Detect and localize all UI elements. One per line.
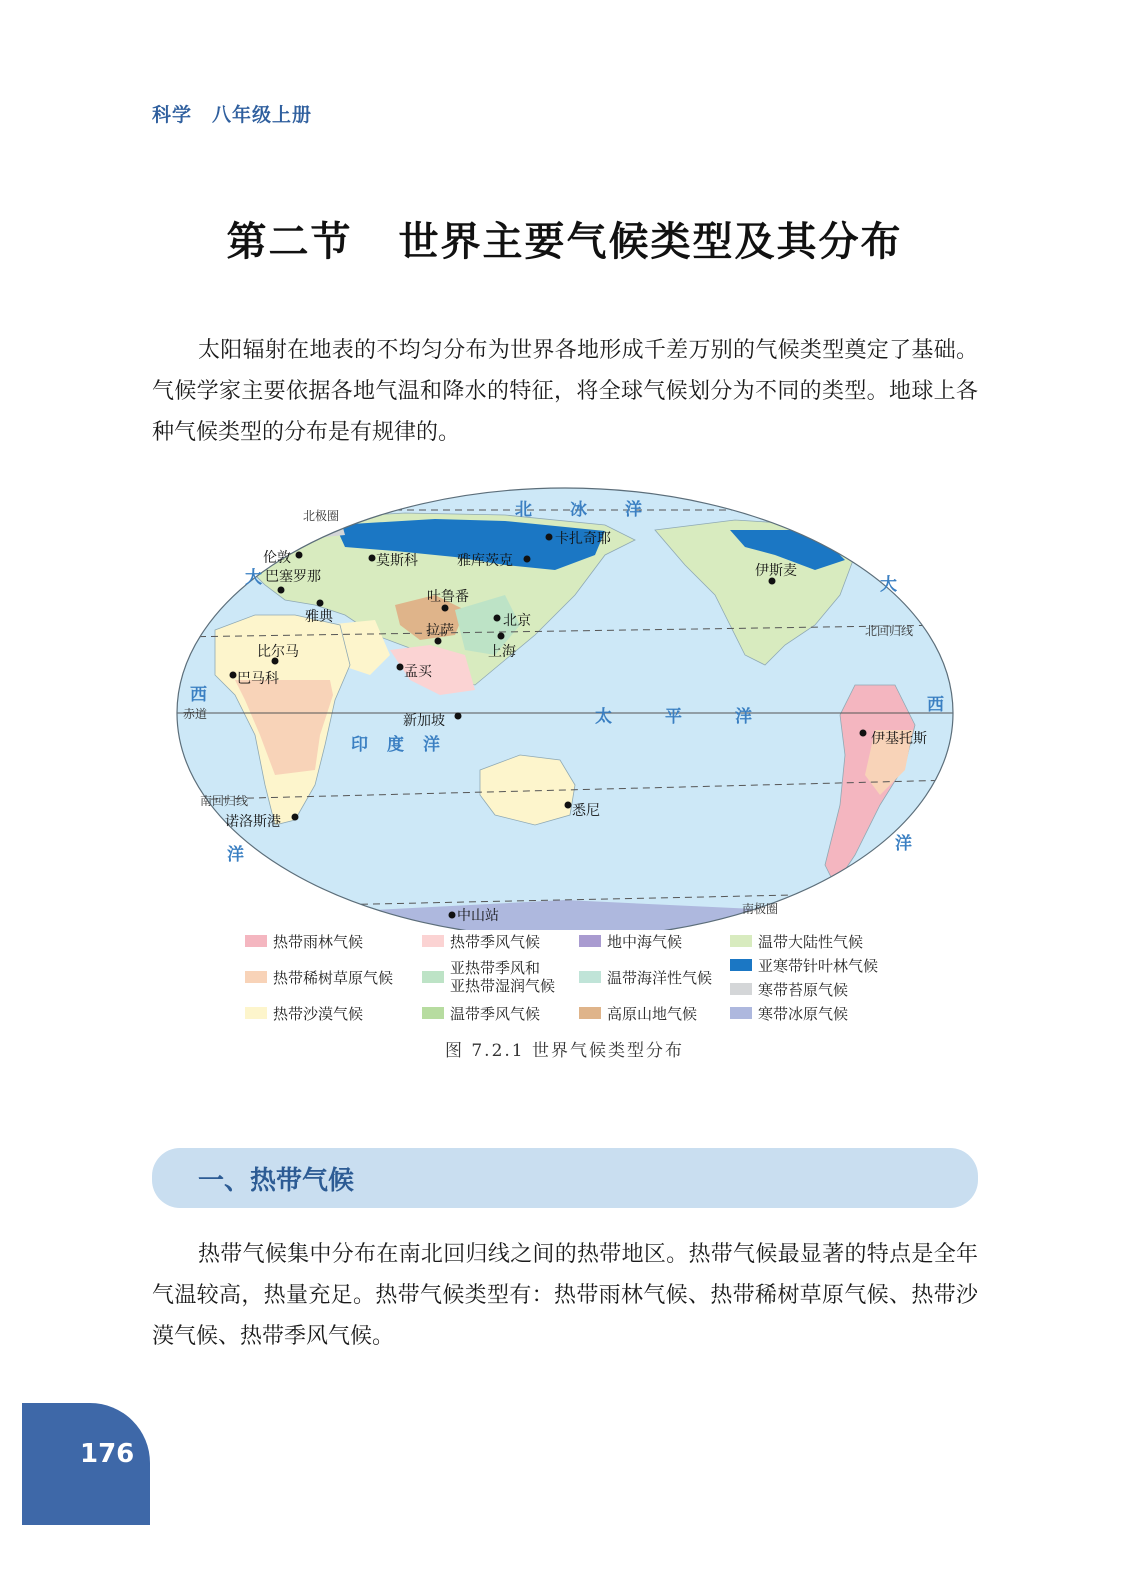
arctic-circle-label: 北极圈	[303, 509, 340, 523]
city-marker-kazachye	[546, 534, 553, 541]
city-marker-bamako	[230, 672, 237, 679]
ocean-label-atlantic-right-1: 大	[880, 575, 897, 595]
legend-label: 寒带冰原气候	[758, 1004, 849, 1023]
legend-swatch	[245, 1007, 267, 1019]
tropic-cancer-label: 北回归线	[865, 624, 914, 638]
legend-item	[730, 1002, 848, 1024]
city-marker-barcelona	[278, 587, 285, 594]
legend-label	[450, 959, 555, 995]
city-label-london: 伦敦	[263, 550, 291, 566]
city-marker-iquitos	[860, 730, 867, 737]
ocean-label-atlantic-right-3: 洋	[895, 834, 912, 854]
city-marker-athens	[317, 600, 324, 607]
ocean-label-arctic-2: 冰	[570, 500, 587, 520]
legend-item	[245, 966, 393, 988]
ocean-label-indian-2: 度	[387, 735, 404, 755]
city-label-port-nolloth: 诺洛斯港	[225, 814, 281, 830]
legend-item	[422, 956, 555, 998]
city-label-shanghai: 上海	[488, 644, 516, 660]
city-label-lhasa: 拉萨	[426, 623, 454, 639]
ocean-label-pacific-1: 太	[595, 707, 612, 727]
legend-label: 热带季风气候	[450, 932, 541, 951]
legend-label-line2: 亚热带湿润气候	[450, 977, 556, 995]
subsection-title: 一、热带气候	[198, 1166, 355, 1196]
legend-swatch	[730, 935, 752, 947]
section-header-bar	[152, 1148, 978, 1208]
legend-item	[245, 930, 363, 952]
city-label-bamako: 巴马科	[237, 671, 279, 687]
ocean-label-indian-1: 印	[351, 735, 368, 755]
legend-item	[730, 978, 848, 1000]
city-label-mumbai: 孟买	[404, 664, 432, 680]
city-label-ismay: 伊斯麦	[755, 563, 797, 579]
city-label-yakutsk: 雅库茨克	[457, 553, 513, 569]
antarctic-circle-label: 南极圈	[742, 902, 779, 916]
legend-swatch	[245, 971, 267, 983]
city-label-barcelona: 巴塞罗那	[265, 569, 321, 585]
legend-label: 温带大陆性气候	[758, 932, 864, 951]
grade-label: 八年级上册	[212, 104, 313, 126]
legend-swatch	[422, 1007, 444, 1019]
city-label-kazachye: 卡扎奇耶	[555, 531, 611, 547]
legend-label: 热带沙漠气候	[273, 1004, 364, 1023]
section-heading: 世界主要气候类型及其分布	[398, 219, 903, 265]
legend-swatch	[422, 971, 444, 983]
city-marker-singapore	[455, 713, 462, 720]
ocean-label-pacific-2: 平	[665, 707, 682, 727]
subject-label: 科学	[152, 104, 193, 126]
legend-label: 寒带苔原气候	[758, 980, 849, 999]
legend-label: 高原山地气候	[607, 1004, 698, 1023]
city-marker-shanghai	[498, 633, 505, 640]
ocean-label-arctic-1: 北	[515, 500, 532, 520]
legend-label: 温带海洋性气候	[607, 968, 713, 987]
city-marker-moscow	[369, 555, 376, 562]
section-title	[0, 210, 1129, 267]
city-marker-london	[296, 552, 303, 559]
equator-label: 赤道	[183, 707, 208, 721]
city-marker-port-nolloth	[292, 814, 299, 821]
legend-item	[579, 966, 712, 988]
antarctica-landmass	[175, 900, 955, 930]
legend-item	[730, 930, 863, 952]
legend-swatch	[579, 935, 601, 947]
legend-label: 亚寒带针叶林气候	[758, 956, 879, 975]
legend-swatch	[730, 983, 752, 995]
ocean-label-indian-3: 洋	[423, 735, 440, 755]
figure-caption: 图 7.2.1 世界气候类型分布	[444, 1041, 685, 1061]
city-label-beijing: 北京	[503, 613, 531, 629]
city-marker-mumbai	[397, 664, 404, 671]
legend-swatch	[579, 1007, 601, 1019]
city-marker-zhongshan-station	[449, 912, 456, 919]
city-label-moscow: 莫斯科	[376, 553, 418, 569]
legend-label: 热带稀树草原气候	[273, 968, 394, 987]
legend-item	[245, 1002, 363, 1024]
city-label-zhongshan-station: 中山站	[457, 908, 499, 924]
legend-swatch	[730, 1007, 752, 1019]
legend-label: 温带季风气候	[450, 1004, 541, 1023]
ocean-label-arctic-3: 洋	[625, 500, 642, 520]
legend-label: 地中海气候	[607, 932, 683, 951]
city-marker-sydney	[565, 802, 572, 809]
ocean-label-atlantic-left-2: 西	[190, 685, 207, 705]
legend-item	[579, 930, 682, 952]
city-label-turpan: 吐鲁番	[427, 589, 469, 605]
intro-paragraph: 太阳辐射在地表的不均匀分布为世界各地形成千差万别的气候类型奠定了基础。气候学家主要依据各地气温和降水的特征，将全球气候划分为不同的类型。地球上各种气候类型的分布是有规律的。	[152, 338, 978, 445]
page-number-tab	[22, 1403, 150, 1525]
city-label-iquitos: 伊基托斯	[871, 731, 927, 747]
legend-item	[422, 1002, 540, 1024]
city-marker-turpan	[442, 605, 449, 612]
city-marker-beijing	[494, 615, 501, 622]
city-label-sydney: 悉尼	[572, 803, 600, 819]
ocean-label-pacific-3: 洋	[735, 707, 752, 727]
section-number: 第二节	[226, 219, 353, 265]
city-label-bilma: 比尔马	[257, 644, 299, 660]
book-header	[152, 100, 312, 127]
legend-swatch	[579, 971, 601, 983]
ocean-label-atlantic-left-3: 洋	[227, 845, 244, 865]
city-label-singapore: 新加坡	[403, 713, 445, 729]
legend-item	[579, 1002, 697, 1024]
ocean-label-atlantic-left-1: 大	[245, 568, 262, 588]
legend-item	[730, 954, 878, 976]
legend-label: 热带雨林气候	[273, 932, 364, 951]
city-label-athens: 雅典	[305, 609, 333, 625]
legend-swatch	[422, 935, 444, 947]
legend-swatch	[730, 959, 752, 971]
page-number: 176	[80, 1439, 135, 1469]
tropic-capricorn-label: 南回归线	[200, 794, 249, 808]
legend-swatch	[245, 935, 267, 947]
map-legend	[240, 928, 960, 1028]
ocean-label-atlantic-right-2: 西	[927, 695, 944, 715]
tropical-climate-paragraph: 热带气候集中分布在南北回归线之间的热带地区。热带气候最显著的特点是全年气温较高，热量充足。热带气候类型有：热带雨林气候、热带稀树草原气候、热带沙漠气候、热带季风气候。	[152, 1242, 978, 1349]
legend-label-line1: 亚热带季风和	[450, 959, 541, 977]
city-marker-yakutsk	[524, 556, 531, 563]
legend-item	[422, 930, 540, 952]
world-climate-map	[175, 485, 955, 930]
